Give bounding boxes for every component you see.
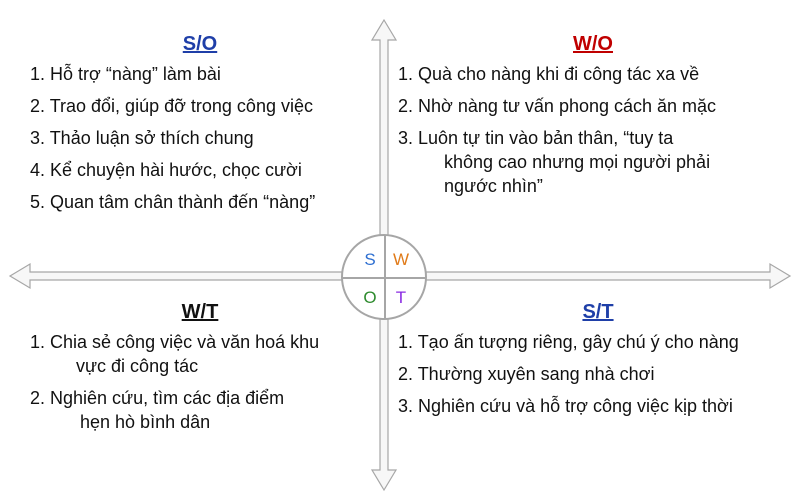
list-item: 1. Hỗ trợ “nàng” làm bài bbox=[30, 64, 221, 84]
quadrant-st bbox=[398, 300, 798, 426]
quadrant-wt bbox=[30, 300, 370, 442]
list-item: 3. Thảo luận sở thích chung bbox=[30, 128, 254, 148]
list-item: 1. Chia sẻ công việc và văn hoá khu vực đi công tác bbox=[30, 330, 370, 378]
quadrant-wo-list bbox=[398, 62, 788, 198]
list-item: 4. Kể chuyện hài hước, chọc cười bbox=[30, 160, 302, 180]
quadrant-so-list bbox=[30, 62, 370, 214]
letter-t: T bbox=[395, 288, 407, 307]
list-item: 2. Trao đổi, giúp đỡ trong công việc bbox=[30, 96, 313, 116]
quadrant-wo-title: W/O bbox=[573, 33, 613, 55]
list-item: 2. Nhờ nàng tư vấn phong cách ăn mặc bbox=[398, 96, 717, 116]
letter-s: S bbox=[364, 250, 376, 269]
letter-o: O bbox=[363, 288, 377, 307]
quadrant-st-list bbox=[398, 330, 798, 418]
list-item: 3. Luôn tự tin vào bản thân, “tuy ta không cao nhưng mọi người phải ngước nhìn” bbox=[398, 126, 788, 198]
swot-center-circle bbox=[341, 234, 427, 320]
list-item: 2. Nghiên cứu, tìm các địa điểm hẹn hò bình dân bbox=[30, 386, 370, 434]
list-item-continuation: không cao nhưng mọi người phải bbox=[444, 152, 711, 172]
list-item: 2. Thường xuyên sang nhà chơi bbox=[398, 364, 655, 384]
list-item-continuation: vực đi công tác bbox=[76, 356, 199, 376]
list-item: 1. Tạo ấn tượng riêng, gây chú ý cho nàng bbox=[398, 332, 739, 352]
letter-w: W bbox=[392, 250, 410, 269]
list-item: 1. Quà cho nàng khi đi công tác xa về bbox=[398, 64, 700, 84]
quadrant-wt-title: W/T bbox=[181, 301, 219, 323]
list-item-continuation: ngước nhìn” bbox=[444, 176, 543, 196]
quadrant-so bbox=[30, 32, 370, 222]
quadrant-so-title: S/O bbox=[182, 33, 218, 55]
list-item: 5. Quan tâm chân thành đến “nàng” bbox=[30, 192, 316, 212]
quadrant-st-title: S/T bbox=[582, 301, 614, 323]
circle-divider-vertical bbox=[384, 236, 386, 318]
quadrant-wt-list bbox=[30, 330, 370, 434]
quadrant-wo bbox=[398, 32, 788, 206]
list-item: 3. Nghiên cứu và hỗ trợ công việc kịp thời bbox=[398, 396, 733, 416]
list-item-continuation: hẹn hò bình dân bbox=[80, 412, 211, 432]
